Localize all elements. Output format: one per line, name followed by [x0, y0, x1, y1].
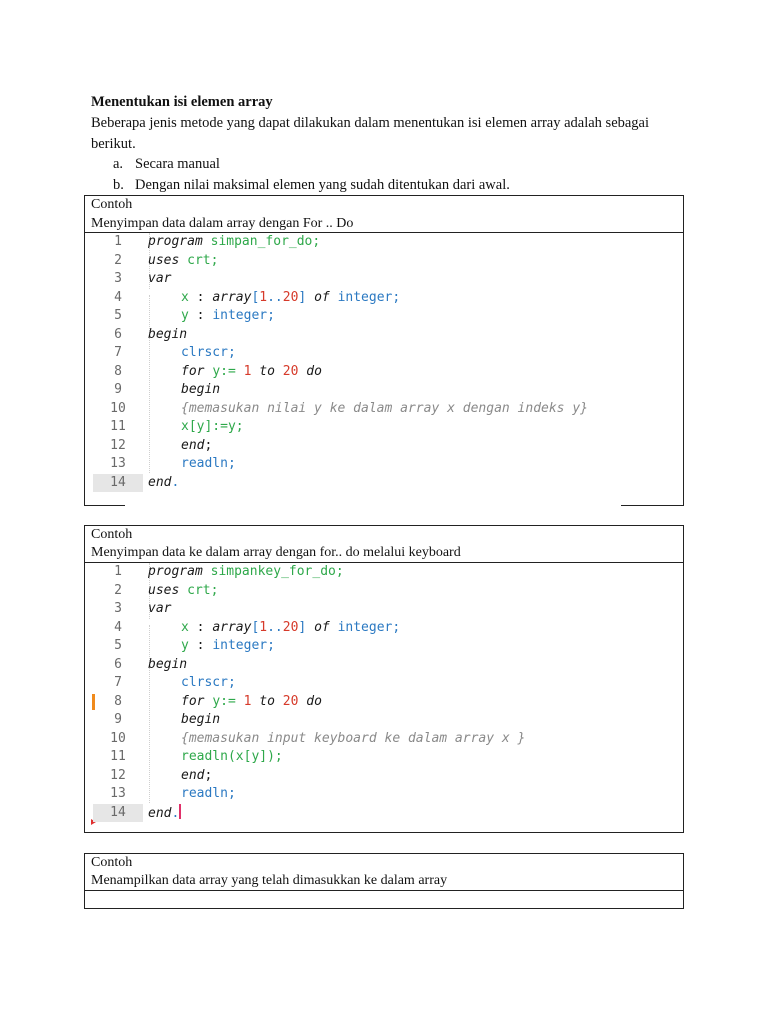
- code-token: ]: [298, 289, 307, 305]
- code-line: [85, 289, 675, 307]
- code-token: array: [212, 289, 252, 305]
- code-line: [85, 674, 675, 692]
- code-token: ;: [227, 456, 236, 471]
- code-line: [85, 693, 675, 711]
- code-token: uses: [148, 582, 180, 598]
- code-token: y: [212, 693, 221, 709]
- code-token: to: [259, 693, 275, 709]
- code-token: [236, 364, 244, 379]
- code-token: readln: [181, 456, 228, 471]
- line-number: 1: [114, 564, 122, 579]
- code-line: [85, 474, 675, 492]
- code-line: [85, 600, 675, 618]
- code-token: [306, 620, 314, 635]
- code-token: ..: [267, 289, 283, 305]
- code-token: ;: [227, 345, 236, 360]
- code-token: for: [181, 363, 205, 379]
- code-text: [148, 563, 344, 581]
- example-box-3: [84, 853, 684, 909]
- code-line: [85, 711, 675, 729]
- code-token: .: [171, 805, 180, 821]
- code-text: [181, 711, 220, 729]
- code-token: 1: [259, 619, 268, 635]
- line-number: 6: [114, 326, 122, 342]
- line-number: 2: [114, 252, 122, 268]
- code-token: begin: [148, 326, 188, 342]
- code-token: begin: [181, 382, 221, 397]
- caption-divider: [85, 890, 683, 891]
- code-token: ;: [204, 767, 213, 783]
- code-line: [85, 563, 675, 581]
- code-token: [203, 234, 211, 249]
- code-line: [85, 656, 675, 674]
- code-line: [85, 730, 675, 748]
- code-token: crt: [187, 252, 211, 268]
- code-token: x: [181, 619, 189, 635]
- example-box-1: [84, 195, 684, 506]
- line-number: 3: [114, 601, 122, 616]
- code-text: [181, 637, 275, 655]
- code-line: [85, 804, 675, 822]
- example-caption: Menampilkan data array yang telah dimasukkan ke dalam array: [91, 873, 448, 888]
- line-number: 5: [114, 308, 122, 323]
- code-token: x: [181, 289, 189, 305]
- code-token: [179, 253, 187, 268]
- code-line: [85, 400, 675, 418]
- code-token: for: [181, 693, 205, 709]
- line-number: 7: [114, 345, 122, 360]
- example-label: Contoh: [91, 197, 133, 212]
- code-token: y: [181, 638, 189, 653]
- code-token: y: [181, 308, 189, 323]
- line-number: 9: [114, 382, 122, 397]
- code-token: integer: [212, 638, 268, 653]
- code-text: [181, 400, 588, 418]
- code-token: [330, 620, 338, 635]
- code-token: end: [181, 767, 205, 783]
- example-label: Contoh: [91, 527, 133, 542]
- code-token: {memasukan input keyboard ke dalam array x }: [181, 730, 526, 746]
- code-token: :: [188, 638, 213, 653]
- code-line: [85, 381, 675, 399]
- code-token: y: [212, 363, 221, 379]
- line-number: 6: [114, 656, 122, 672]
- code-text: [181, 363, 322, 381]
- code-line: [85, 437, 675, 455]
- code-token: clrscr: [181, 675, 228, 690]
- code-token: [: [251, 289, 260, 305]
- code-token: ;: [204, 437, 213, 453]
- line-number: 8: [114, 363, 122, 379]
- code-token: ;: [267, 308, 275, 323]
- code-token: [236, 694, 244, 709]
- code-line: [85, 270, 675, 288]
- code-token: ]: [298, 619, 307, 635]
- code-token: :: [188, 289, 213, 305]
- code-token: end: [181, 437, 205, 453]
- code-line: [85, 637, 675, 655]
- code-text: [181, 344, 236, 362]
- line-number: 11: [110, 419, 126, 434]
- code-token: begin: [148, 656, 188, 672]
- code-token: 20: [282, 289, 299, 305]
- code-text: [181, 619, 400, 637]
- code-token: to: [259, 363, 275, 379]
- code-text: [148, 656, 187, 674]
- code-text: [148, 600, 171, 618]
- code-token: readln: [181, 786, 228, 801]
- code-token: ;: [210, 252, 219, 268]
- code-line: [85, 619, 675, 637]
- list-item: [91, 175, 510, 196]
- line-number: 14: [93, 804, 143, 822]
- code-token: begin: [181, 712, 221, 727]
- code-token: array: [212, 619, 252, 635]
- code-line: [85, 748, 675, 766]
- line-number: 8: [114, 693, 122, 709]
- code-line: [85, 455, 675, 473]
- code-token: integer: [337, 289, 393, 305]
- code-token: .: [171, 474, 180, 490]
- list-text: Dengan nilai maksimal elemen yang sudah ditentukan dari awal.: [135, 177, 510, 193]
- code-line: [85, 785, 675, 803]
- code-token: ;: [227, 786, 236, 801]
- code-token: :=: [220, 363, 236, 379]
- line-number: 2: [114, 582, 122, 598]
- code-text: [148, 474, 179, 492]
- example-caption: Menyimpan data dalam array dengan For .. Do: [91, 216, 354, 231]
- code-line: [85, 326, 675, 344]
- code-token: 1: [259, 289, 268, 305]
- code-token: ;: [312, 234, 321, 249]
- code-token: program: [148, 564, 203, 579]
- example-label: Contoh: [91, 855, 133, 870]
- code-token: [275, 364, 283, 379]
- code-line: [85, 233, 675, 251]
- code-token: ;: [392, 619, 401, 635]
- code-text: [181, 767, 212, 785]
- code-text: [148, 252, 218, 270]
- code-text: [148, 326, 187, 344]
- line-number: 5: [114, 638, 122, 653]
- code-token: crt: [187, 582, 211, 598]
- code-token: uses: [148, 252, 180, 268]
- code-token: [330, 290, 338, 305]
- code-text: [181, 674, 236, 692]
- list-marker: b.: [113, 177, 124, 193]
- code-text: [148, 270, 171, 288]
- code-text: [181, 381, 220, 399]
- code-line: [85, 418, 675, 436]
- code-block: [85, 233, 683, 493]
- code-token: x[y]:=y;: [181, 419, 244, 434]
- line-number: 9: [114, 712, 122, 727]
- line-number: 14: [93, 474, 143, 492]
- code-text: [181, 437, 212, 455]
- code-token: [179, 583, 187, 598]
- example-box-2: [84, 525, 684, 833]
- text-cursor: [179, 804, 181, 819]
- code-token: integer: [212, 308, 268, 323]
- code-text: [181, 455, 236, 473]
- line-number: 7: [114, 675, 122, 690]
- code-token: ;: [267, 638, 275, 653]
- intro-paragraph: Beberapa jenis metode yang dapat dilakukan dalam menentukan isi elemen array adalah sebagai berikut.: [91, 115, 650, 152]
- code-line: [85, 344, 675, 362]
- line-number: 13: [110, 786, 126, 801]
- code-token: clrscr: [181, 345, 228, 360]
- code-block: [85, 563, 683, 825]
- bottom-gap: [125, 504, 621, 507]
- method-list: [91, 154, 510, 196]
- code-text: [148, 582, 218, 600]
- code-token: 20: [282, 363, 299, 379]
- code-token: :=: [220, 693, 236, 709]
- line-number: 10: [110, 730, 126, 746]
- list-text: Secara manual: [135, 156, 220, 172]
- line-number: 13: [110, 456, 126, 471]
- code-token: [275, 694, 283, 709]
- code-token: 1: [243, 363, 252, 379]
- code-line: [85, 252, 675, 270]
- code-token: simpankey_for_do: [210, 564, 336, 579]
- code-token: end: [148, 805, 172, 821]
- code-token: :: [188, 308, 213, 323]
- example-caption: Menyimpan data ke dalam array dengan for.. do melalui keyboard: [91, 545, 461, 560]
- code-token: :: [188, 619, 213, 635]
- code-token: of: [314, 619, 330, 635]
- code-token: [: [251, 619, 260, 635]
- line-number: 1: [114, 234, 122, 249]
- line-number: 12: [110, 767, 126, 783]
- code-token: var: [148, 271, 172, 286]
- code-token: ;: [227, 675, 236, 690]
- code-text: [181, 307, 275, 325]
- code-text: [181, 785, 236, 803]
- line-number: 4: [114, 289, 122, 305]
- code-token: 20: [282, 693, 299, 709]
- code-token: readln(x[y]);: [181, 749, 283, 764]
- list-item: [91, 154, 510, 175]
- code-text: [181, 693, 322, 711]
- line-number: 12: [110, 437, 126, 453]
- code-token: ;: [210, 582, 219, 598]
- line-number: 4: [114, 619, 122, 635]
- code-token: 1: [243, 693, 252, 709]
- code-token: integer: [337, 619, 393, 635]
- code-token: do: [306, 693, 322, 709]
- code-token: var: [148, 601, 172, 616]
- code-text: [148, 233, 320, 251]
- code-line: [85, 307, 675, 325]
- code-token: {memasukan nilai y ke dalam array x dengan indeks y}: [181, 400, 588, 416]
- line-number: 3: [114, 271, 122, 286]
- code-line: [85, 582, 675, 600]
- line-number: 10: [110, 400, 126, 416]
- code-token: ;: [335, 564, 344, 579]
- code-text: [181, 748, 283, 766]
- line-number: 11: [110, 749, 126, 764]
- list-marker: a.: [113, 156, 124, 172]
- code-text: [181, 289, 400, 307]
- code-text: [181, 418, 244, 436]
- code-token: simpan_for_do: [210, 234, 313, 249]
- code-line: [85, 363, 675, 381]
- code-token: ..: [267, 619, 283, 635]
- code-token: 20: [282, 619, 299, 635]
- code-text: [181, 730, 525, 748]
- code-token: do: [306, 363, 322, 379]
- page-heading: Menentukan isi elemen array: [91, 94, 273, 110]
- code-token: program: [148, 234, 203, 249]
- code-token: [306, 290, 314, 305]
- code-token: [203, 564, 211, 579]
- code-token: ;: [392, 289, 401, 305]
- code-token: of: [314, 289, 330, 305]
- code-token: end: [148, 474, 172, 490]
- code-text: [148, 804, 181, 823]
- code-line: [85, 767, 675, 785]
